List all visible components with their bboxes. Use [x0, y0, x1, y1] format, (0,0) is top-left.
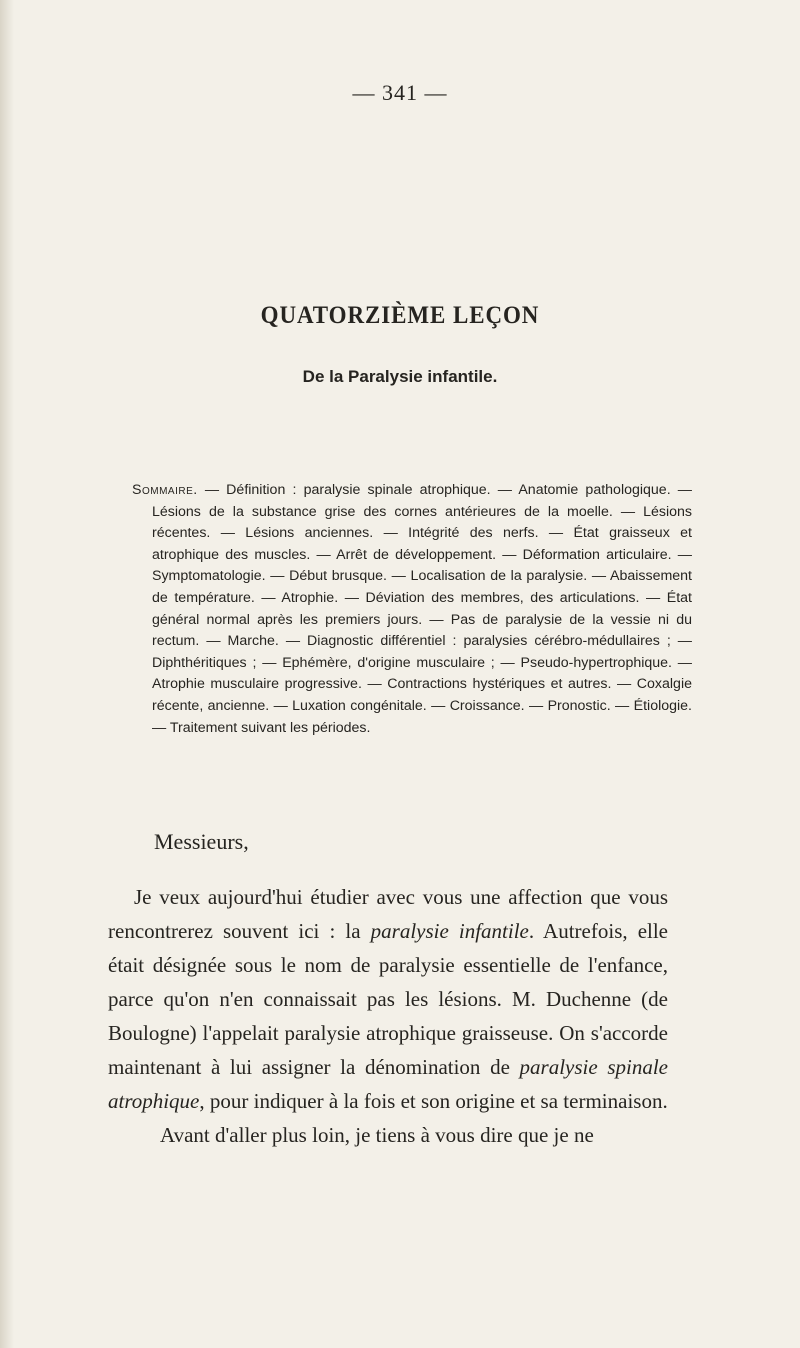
- emphasis-term: paralysie spinale atrophique: [108, 1055, 668, 1113]
- body-text-part: Je veux aujourd'hui étudier avec vous une affection que vous rencontrerez souvent ici : la: [108, 885, 668, 943]
- summary-paragraph: [132, 480, 692, 739]
- salutation: Messieurs,: [154, 829, 249, 854]
- page-edge: [0, 0, 14, 1348]
- lesson-subtitle: De la Paralysie infantile.: [302, 367, 498, 386]
- emphasis-term: paralysie infantile: [370, 919, 529, 943]
- body-text-part: . Autrefois, elle était désignée sous le nom de paralysie essentielle de l'enfance, parce qu'on n'en connaissait pas les lésions. M. Duchenne (de Boulogne) l'appelait paralysie atrophique graisseuse. On s'accorde maintenant à lui assigner la dénomination de: [108, 919, 669, 1079]
- body-text-part: Avant d'aller plus loin, je tiens à vous dire que je ne: [160, 1123, 594, 1147]
- body-text-part: , pour indiquer à la fois et son origine et sa terminaison.: [199, 1089, 668, 1113]
- lesson-title: QUATORZIÈME LEÇON: [260, 302, 540, 329]
- summary-label: Sommaire.: [132, 482, 198, 498]
- summary-text: — Définition : paralysie spinale atrophique. — Anatomie pathologique. — Lésions de la substance grise des cornes antérieures de la moelle. — Lésions récentes. — Lésions anciennes. — Intégrité des nerfs. — État graisseux et atrophique des muscles. — Arrêt de développement. — Déformation articulaire. — Symptomatologie. — Début brusque. — Localisation de la paralysie. — Abaissement de température. — Atrophie. — Déviation des membres, des articulations. — État général normal après les premiers jours. — Pas de paralysie de la vessie ni du rectum. — Marche. — Diagnostic différentiel : paralysies cérébro-médullaires ; — Diphthéritiques ; — Ephémère, d'origine musculaire ; — Pseudo-hypertrophique. — Atrophie musculaire progressive. — Contractions hystériques et autres. — Coxalgie récente, ancienne. — Luxation congénitale. — Croissance. — Pronostic. — Étiologie. — Traitement suivant les périodes.: [152, 482, 692, 736]
- page-number: — 341 —: [352, 80, 448, 105]
- body-paragraph: [108, 880, 668, 1152]
